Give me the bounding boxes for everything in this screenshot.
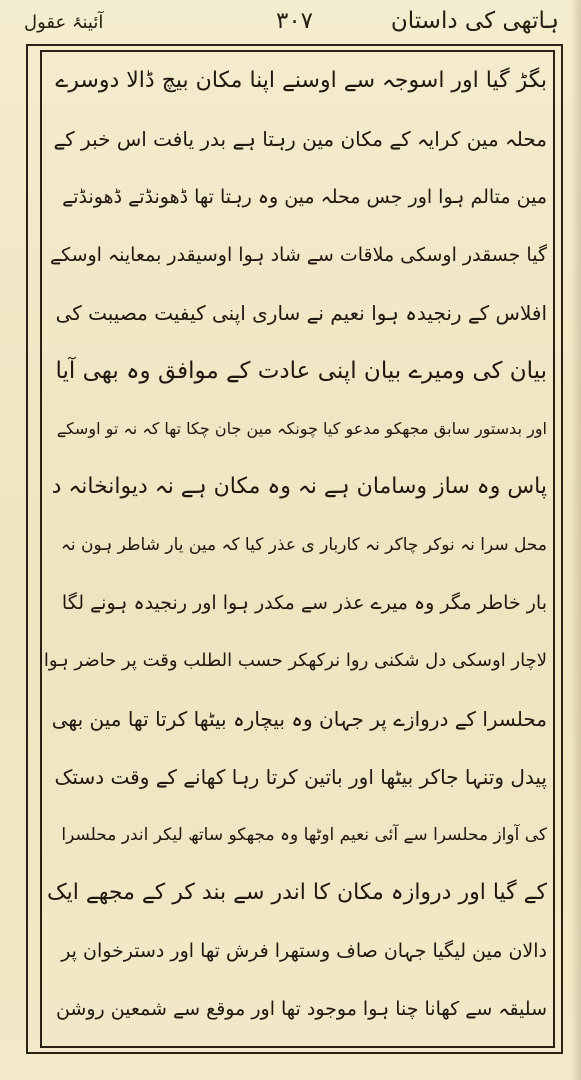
text-line: سلیقہ سے کھانا چنا ہوا موجود تھا اور موقع سے شمعین روشن [55, 998, 547, 1020]
text-line: پاس وہ ساز وسامان ہے نہ وہ مکان ہے نہ دیوانخانہ د [51, 474, 547, 499]
text-line: گیا جسقدر اوسکی ملاقات سے شاد ہوا اوسیقدر بمعاینہ اوسکے [49, 244, 547, 266]
text-line: کی آواز محلسرا سے آئی نعیم اوٹھا وہ مجھکو ساتھ لیکر اندر محلسرا [61, 825, 547, 845]
running-head-section-title: آئینۂ عقول [24, 12, 104, 33]
text-line: مین متالم ہوا اور جس محلہ مین وہ رہتا تھا ڈھونڈتے ڈھونڈتے [62, 186, 547, 208]
text-line: محلسرا کے دروازے پر جہان وہ بیچارہ بیٹھا کرتا تھا مین بھی [51, 707, 547, 731]
page-header [24, 6, 565, 44]
page-edge-shadow [571, 0, 581, 1080]
text-line: بار خاطر مگر وہ میرے عذر سے مکدر ہوا اور رنجیدہ ہونے لگا [61, 592, 547, 614]
running-head-book-title: ہاتھی کی داستان [390, 8, 559, 34]
text-line: پیدل وتنہا جاکر بیٹھا اور باتین کرتا رہا کھانے کے وقت دستک [54, 765, 547, 789]
text-line: لاچار اوسکی دل شکنی روا نرکھکر حسب الطلب وقت پر حاضر ہوا [44, 650, 547, 671]
text-line: کے گیا اور دروازہ مکان کا اندر سے بند کر کے مجھے ایک [46, 880, 547, 905]
text-line: افلاس کے رنجیدہ ہوا نعیم نے ساری اپنی کیفیت مصیبت کی [55, 301, 547, 325]
text-line: بیان کی ومیرے بیان اپنی عادت کے موافق وہ بھی آیا [55, 358, 547, 384]
text-line: محل سرا نہ نوکر چاکر نہ کاربار ی عذر کیا کہ مین یار شاطر ہون نہ [60, 535, 547, 555]
page-number: ۳۰۷ [275, 8, 314, 34]
text-line: دالان مین لیگیا جہان صاف وستھرا فرش تھا اور دسترخوان پر [61, 940, 547, 962]
text-line: محلہ مین کرایہ کے مکان مین رہتا ہے بدر یافت اس خبر کے [53, 127, 547, 151]
text-line: اور بدستور سابق مجھکو مدعو کیا چونکہ مین جان چکا تھا کہ نہ تو اوسکے [56, 419, 547, 438]
text-line: بگڑ گیا اور اسوجہ سے اوسنے اپنا مکان بیچ ڈالا دوسرے [55, 68, 547, 93]
body-text [44, 52, 547, 1046]
